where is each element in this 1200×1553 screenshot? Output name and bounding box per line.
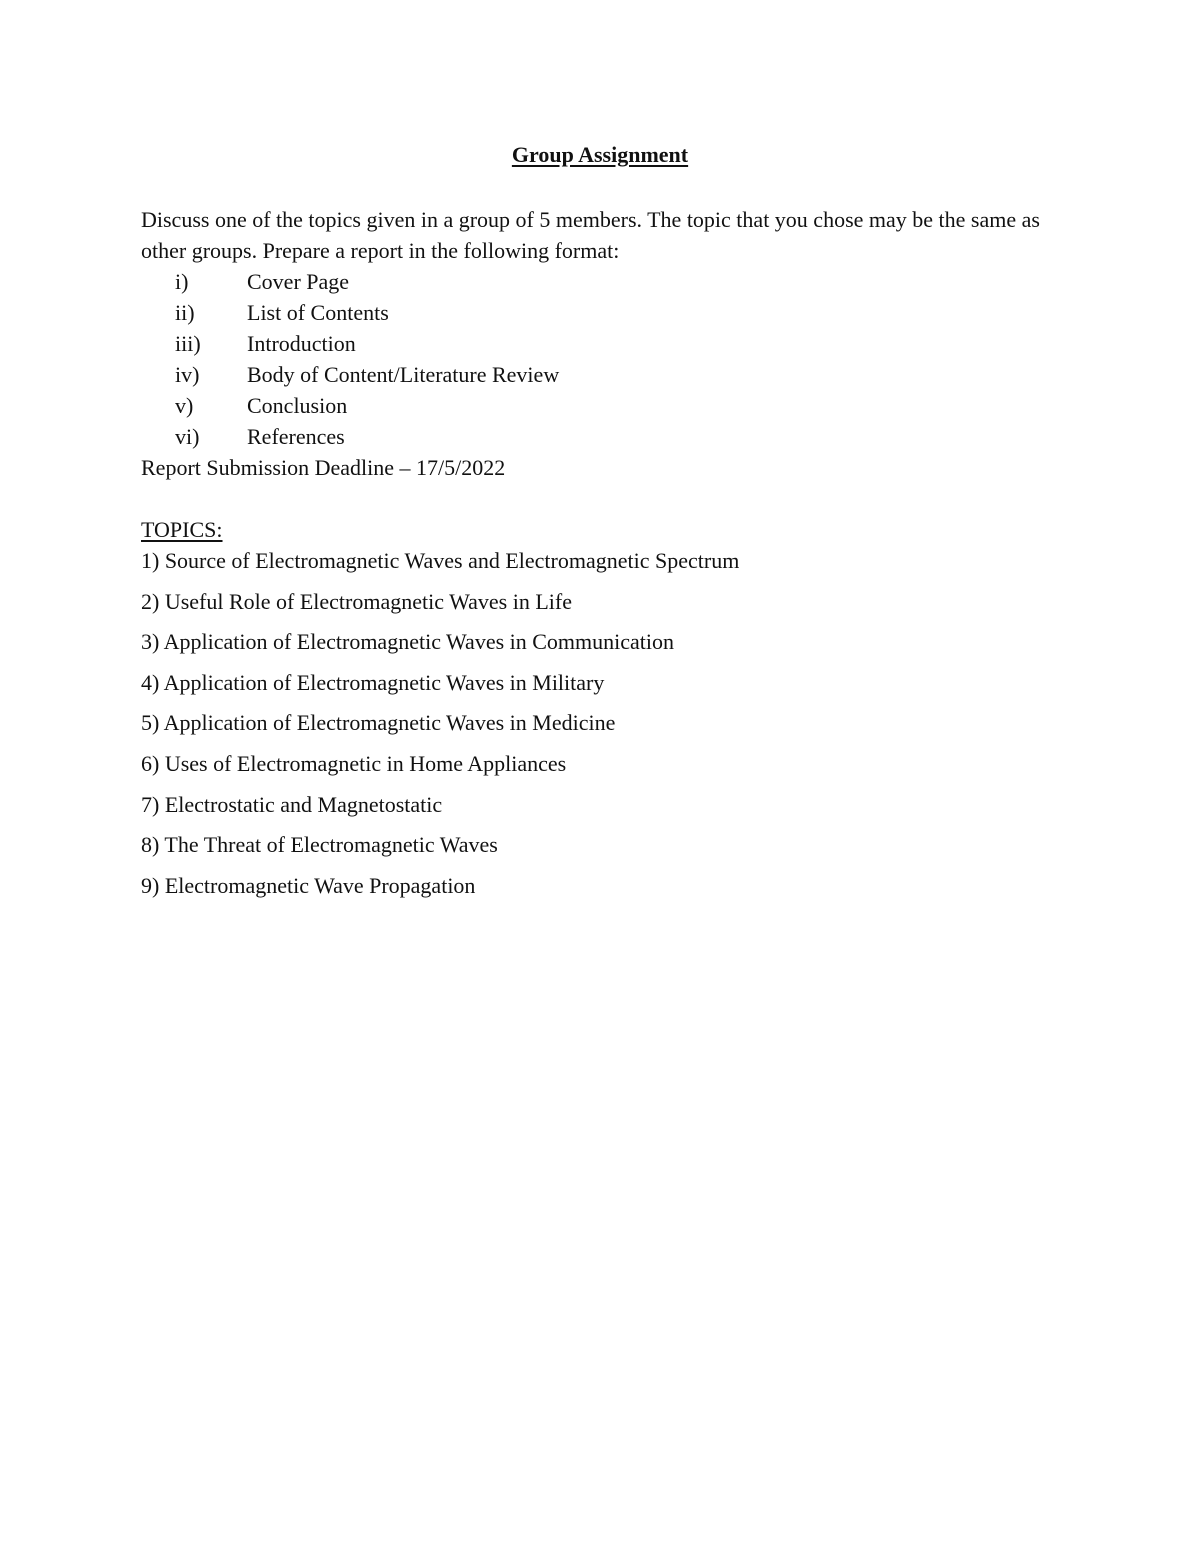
topic-item: 2) Useful Role of Electromagnetic Waves in Life <box>141 588 572 614</box>
report-format-list <box>0 266 700 452</box>
topics-list <box>141 545 739 910</box>
list-item <box>0 297 700 328</box>
topic-item: 8) The Threat of Electromagnetic Waves <box>141 832 498 858</box>
topic-item: 9) Electromagnetic Wave Propagation <box>141 872 476 898</box>
topic-item: 3) Application of Electromagnetic Waves in Communication <box>141 629 675 655</box>
list-item-label: Conclusion <box>247 393 348 418</box>
topic-item: 6) Uses of Electromagnetic in Home Appliances <box>141 750 567 776</box>
list-item-number: i) <box>175 269 189 294</box>
topics-heading: TOPICS: <box>141 517 223 542</box>
list-item-label: Introduction <box>247 331 356 356</box>
page-title: Group Assignment <box>511 142 689 167</box>
topic-item: 5) Application of Electromagnetic Waves in Medicine <box>141 710 616 736</box>
submission-deadline: Report Submission Deadline – 17/5/2022 <box>141 455 506 480</box>
intro-paragraph: Discuss one of the topics given in a group of 5 members. The topic that you chose may be the same as other groups. Prepare a report in the following format: <box>141 207 1040 263</box>
list-item-number: iv) <box>175 362 200 387</box>
topic-item: 1) Source of Electromagnetic Waves and Electromagnetic Spectrum <box>141 548 740 573</box>
list-item-label: Cover Page <box>247 269 350 294</box>
list-item <box>0 328 700 359</box>
list-item-label: List of Contents <box>247 300 389 325</box>
list-item <box>0 359 700 390</box>
list-item-number: ii) <box>175 300 195 325</box>
list-item-number: iii) <box>175 331 201 356</box>
topic-item: 7) Electrostatic and Magnetostatic <box>141 791 443 817</box>
list-item-number: v) <box>175 393 194 418</box>
list-item <box>0 266 700 297</box>
topic-item: 4) Application of Electromagnetic Waves in Military <box>141 669 605 695</box>
list-item <box>0 421 700 452</box>
list-item-label: Body of Content/Literature Review <box>247 362 560 387</box>
list-item-number: vi) <box>175 424 200 449</box>
list-item <box>0 390 700 421</box>
list-item-label: References <box>247 424 345 449</box>
